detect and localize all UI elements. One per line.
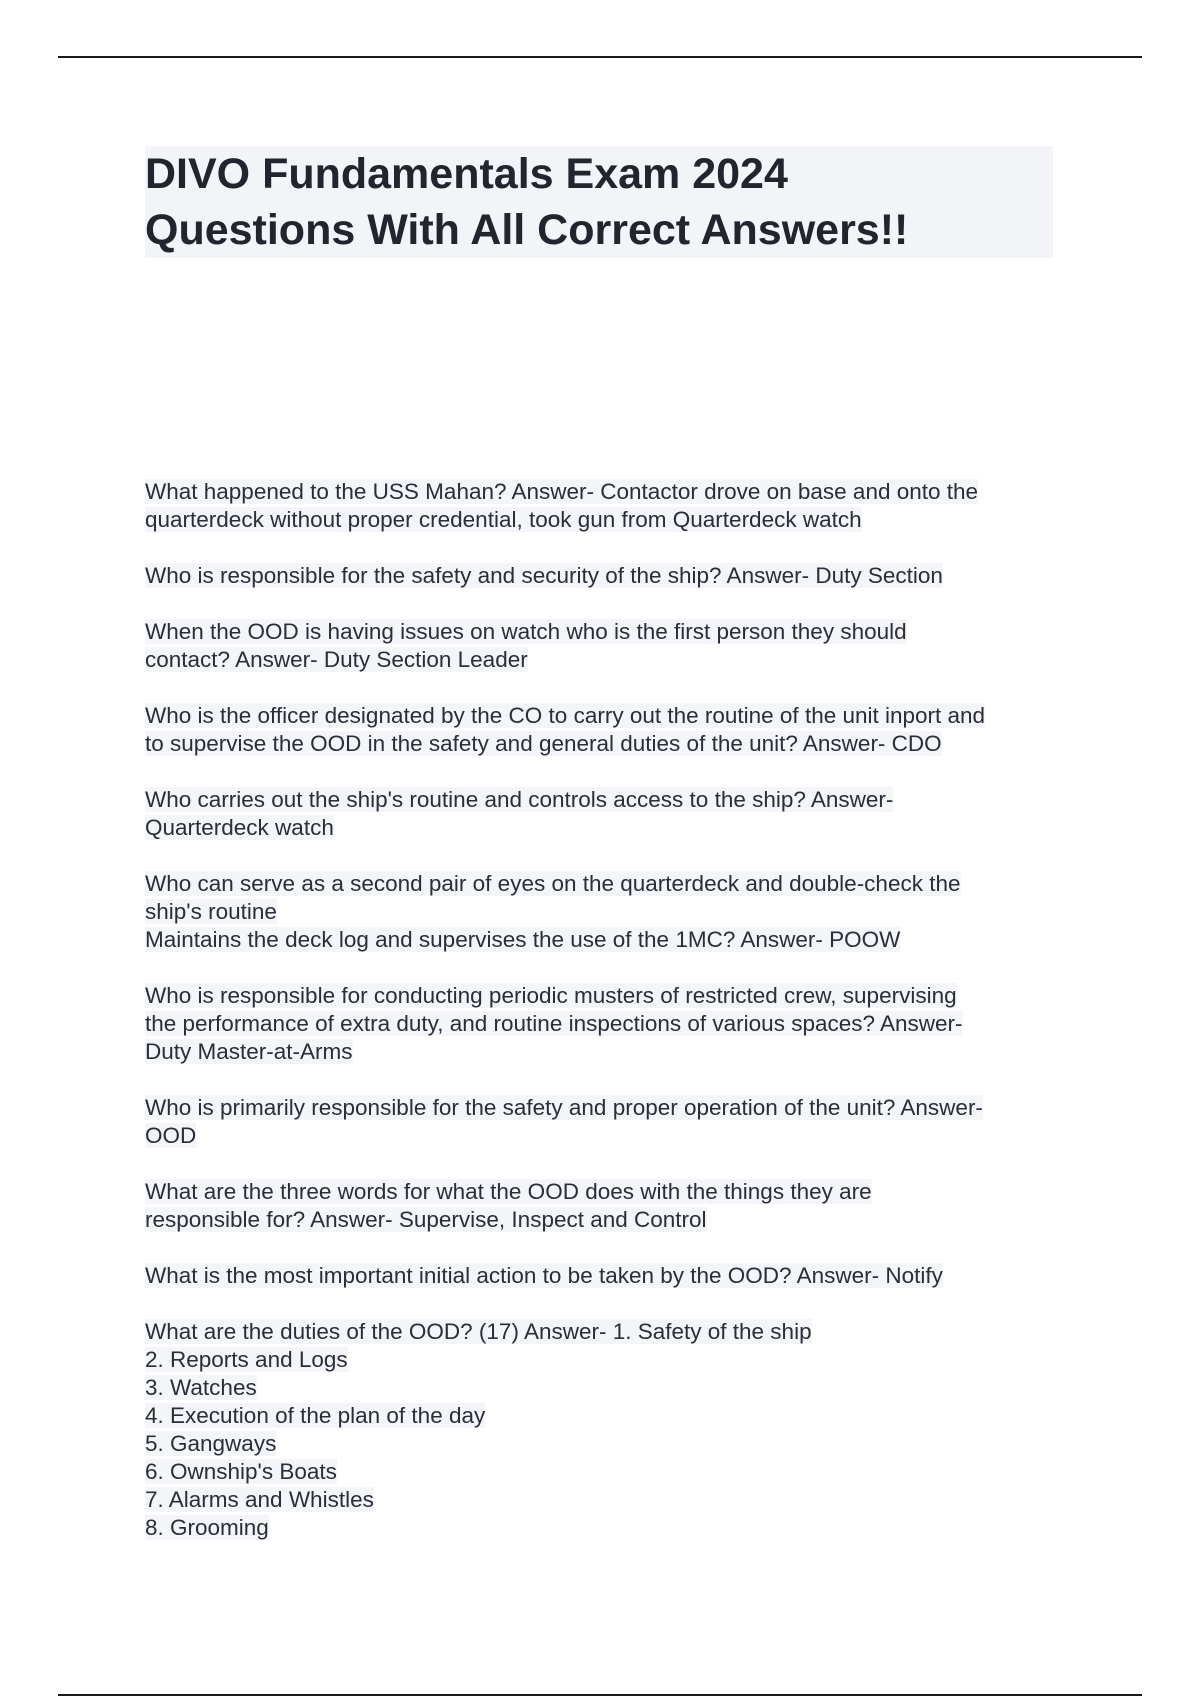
qa-line-text: responsible for? Answer- Supervise, Inspect and Control — [145, 1207, 707, 1232]
qa-item — [145, 562, 1065, 590]
qa-line — [145, 506, 1065, 534]
title-line-1: DIVO Fundamentals Exam 2024 — [145, 150, 788, 198]
question-answer-list — [145, 478, 1065, 1570]
qa-line-text: Who carries out the ship's routine and controls access to the ship? Answer- — [145, 787, 894, 812]
qa-line-text: 5. Gangways — [145, 1431, 277, 1456]
qa-line — [145, 1206, 1065, 1234]
qa-line-text: Duty Master-at-Arms — [145, 1039, 353, 1064]
qa-line — [145, 1262, 1065, 1290]
qa-line — [145, 1122, 1065, 1150]
qa-line — [145, 1318, 1065, 1346]
qa-line-text: Who can serve as a second pair of eyes on the quarterdeck and double-check the — [145, 871, 961, 896]
qa-line-text: Maintains the deck log and supervises the use of the 1MC? Answer- POOW — [145, 927, 901, 952]
qa-line-text: to supervise the OOD in the safety and general duties of the unit? Answer- CDO — [145, 731, 942, 756]
qa-item — [145, 1178, 1065, 1234]
qa-item — [145, 702, 1065, 758]
qa-line — [145, 1178, 1065, 1206]
title-line-2: Questions With All Correct Answers!! — [145, 206, 909, 254]
qa-line — [145, 1010, 1065, 1038]
qa-line — [145, 926, 1065, 954]
qa-line-text: What are the three words for what the OOD does with the things they are — [145, 1179, 872, 1204]
qa-line-text: 8. Grooming — [145, 1515, 269, 1540]
qa-line-text: quarterdeck without proper credential, took gun from Quarterdeck watch — [145, 507, 862, 532]
document-title — [145, 146, 1053, 258]
qa-line — [145, 1374, 1065, 1402]
qa-line — [145, 1346, 1065, 1374]
qa-item — [145, 870, 1065, 954]
qa-line-text: 4. Execution of the plan of the day — [145, 1403, 486, 1428]
qa-line-text: Who is the officer designated by the CO to carry out the routine of the unit inport and — [145, 703, 986, 728]
qa-line-text: Who is responsible for conducting periodic musters of restricted crew, supervising — [145, 983, 957, 1008]
top-rule — [58, 56, 1142, 58]
qa-line — [145, 870, 1065, 898]
qa-line — [145, 1430, 1065, 1458]
qa-line-text: 2. Reports and Logs — [145, 1347, 348, 1372]
qa-item — [145, 618, 1065, 674]
qa-line — [145, 730, 1065, 758]
qa-line — [145, 618, 1065, 646]
qa-line — [145, 562, 1065, 590]
qa-line — [145, 1094, 1065, 1122]
qa-item — [145, 982, 1065, 1066]
qa-line-text: What happened to the USS Mahan? Answer- Contactor drove on base and onto the — [145, 479, 979, 504]
qa-line-text: Quarterdeck watch — [145, 815, 334, 840]
qa-line — [145, 1458, 1065, 1486]
qa-item — [145, 1262, 1065, 1290]
qa-item — [145, 1318, 1065, 1542]
qa-line — [145, 478, 1065, 506]
qa-line-text: 3. Watches — [145, 1375, 257, 1400]
qa-line — [145, 982, 1065, 1010]
qa-item — [145, 478, 1065, 534]
qa-line-text: contact? Answer- Duty Section Leader — [145, 647, 528, 672]
qa-line — [145, 1514, 1065, 1542]
qa-line — [145, 1038, 1065, 1066]
qa-line-text: Who is responsible for the safety and security of the ship? Answer- Duty Section — [145, 563, 943, 588]
qa-item — [145, 786, 1065, 842]
qa-line-text: 6. Ownship's Boats — [145, 1459, 337, 1484]
qa-line-text: When the OOD is having issues on watch who is the first person they should — [145, 619, 907, 644]
qa-line-text: the performance of extra duty, and routine inspections of various spaces? Answer- — [145, 1011, 963, 1036]
qa-item — [145, 1094, 1065, 1150]
qa-line — [145, 786, 1065, 814]
qa-line-text: ship's routine — [145, 899, 277, 924]
qa-line-text: What are the duties of the OOD? (17) Answer- 1. Safety of the ship — [145, 1319, 812, 1344]
qa-line — [145, 814, 1065, 842]
qa-line — [145, 1402, 1065, 1430]
qa-line — [145, 898, 1065, 926]
bottom-rule — [58, 1694, 1142, 1696]
qa-line-text: Who is primarily responsible for the safety and proper operation of the unit? Answer- — [145, 1095, 983, 1120]
qa-line-text: 7. Alarms and Whistles — [145, 1487, 374, 1512]
qa-line — [145, 646, 1065, 674]
qa-line — [145, 1486, 1065, 1514]
qa-line-text: What is the most important initial action to be taken by the OOD? Answer- Notify — [145, 1263, 943, 1288]
qa-line — [145, 702, 1065, 730]
qa-line-text: OOD — [145, 1123, 197, 1148]
